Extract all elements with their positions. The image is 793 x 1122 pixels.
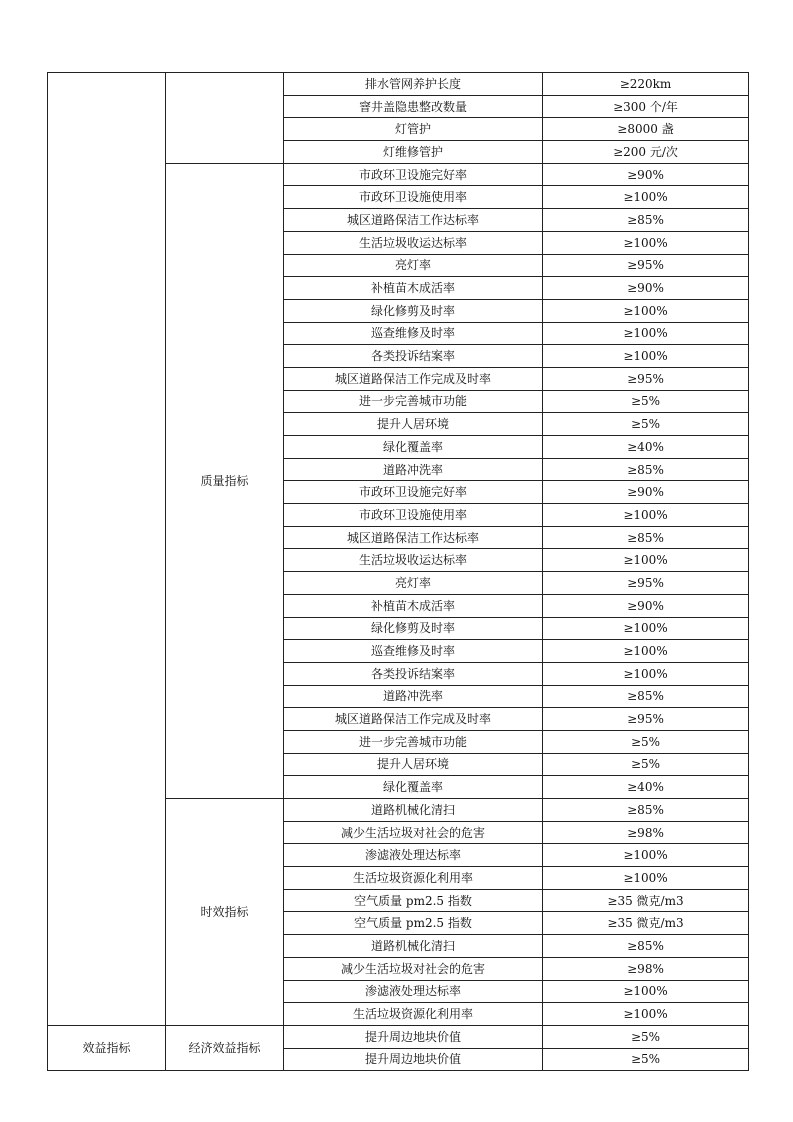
indicator-value-cell: ≥35 微克/m3 bbox=[543, 912, 749, 935]
indicator-name-cell: 道路机械化清扫 bbox=[284, 799, 543, 822]
indicator-name-cell: 城区道路保洁工作达标率 bbox=[284, 209, 543, 232]
indicator-name-cell: 窨井盖隐患整改数量 bbox=[284, 95, 543, 118]
indicator-value-cell: ≥100% bbox=[543, 322, 749, 345]
indicator-name-cell: 道路冲洗率 bbox=[284, 458, 543, 481]
indicator-value-cell: ≥5% bbox=[543, 1048, 749, 1071]
indicator-value-cell: ≥100% bbox=[543, 231, 749, 254]
indicator-name-cell: 补植苗木成活率 bbox=[284, 594, 543, 617]
indicator-value-cell: ≥90% bbox=[543, 163, 749, 186]
indicator-name-cell: 市政环卫设施使用率 bbox=[284, 504, 543, 527]
indicator-value-cell: ≥100% bbox=[543, 345, 749, 368]
level2-indicator-cell: 经济效益指标 bbox=[166, 1025, 284, 1070]
indicator-value-cell: ≥100% bbox=[543, 299, 749, 322]
indicator-value-cell: ≥100% bbox=[543, 844, 749, 867]
indicator-value-cell: ≥90% bbox=[543, 594, 749, 617]
indicator-name-cell: 空气质量 pm2.5 指数 bbox=[284, 912, 543, 935]
indicator-name-cell: 减少生活垃圾对社会的危害 bbox=[284, 957, 543, 980]
level1-indicator-cell: 效益指标 bbox=[48, 1025, 166, 1070]
indicator-value-cell: ≥85% bbox=[543, 458, 749, 481]
indicator-name-cell: 绿化覆盖率 bbox=[284, 776, 543, 799]
indicator-name-cell: 道路冲洗率 bbox=[284, 685, 543, 708]
indicator-name-cell: 巡查维修及时率 bbox=[284, 640, 543, 663]
indicator-value-cell: ≥100% bbox=[543, 867, 749, 890]
indicator-value-cell: ≥100% bbox=[543, 640, 749, 663]
table-row bbox=[48, 73, 749, 96]
indicator-name-cell: 渗滤液处理达标率 bbox=[284, 844, 543, 867]
indicator-value-cell: ≥85% bbox=[543, 526, 749, 549]
indicator-name-cell: 补植苗木成活率 bbox=[284, 277, 543, 300]
indicator-name-cell: 市政环卫设施使用率 bbox=[284, 186, 543, 209]
indicator-name-cell: 绿化修剪及时率 bbox=[284, 617, 543, 640]
level1-indicator-cell bbox=[48, 73, 166, 1026]
indicator-table-body bbox=[48, 73, 749, 1071]
table-row bbox=[48, 1025, 749, 1048]
indicator-value-cell: ≥95% bbox=[543, 254, 749, 277]
indicator-name-cell: 生活垃圾收运达标率 bbox=[284, 549, 543, 572]
indicator-value-cell: ≥85% bbox=[543, 799, 749, 822]
indicator-name-cell: 排水管网养护长度 bbox=[284, 73, 543, 96]
level2-indicator-cell: 时效指标 bbox=[166, 799, 284, 1026]
indicator-value-cell: ≥8000 盏 bbox=[543, 118, 749, 141]
indicator-name-cell: 各类投诉结案率 bbox=[284, 662, 543, 685]
indicator-name-cell: 城区道路保洁工作完成及时率 bbox=[284, 708, 543, 731]
indicator-table bbox=[47, 72, 749, 1071]
indicator-name-cell: 市政环卫设施完好率 bbox=[284, 481, 543, 504]
indicator-value-cell: ≥5% bbox=[543, 730, 749, 753]
indicator-value-cell: ≥5% bbox=[543, 1025, 749, 1048]
indicator-value-cell: ≥90% bbox=[543, 481, 749, 504]
indicator-name-cell: 提升周边地块价值 bbox=[284, 1025, 543, 1048]
indicator-value-cell: ≥98% bbox=[543, 957, 749, 980]
indicator-value-cell: ≥40% bbox=[543, 776, 749, 799]
indicator-name-cell: 各类投诉结案率 bbox=[284, 345, 543, 368]
indicator-value-cell: ≥100% bbox=[543, 186, 749, 209]
indicator-value-cell: ≥100% bbox=[543, 504, 749, 527]
indicator-name-cell: 灯管护 bbox=[284, 118, 543, 141]
indicator-name-cell: 绿化修剪及时率 bbox=[284, 299, 543, 322]
indicator-value-cell: ≥100% bbox=[543, 662, 749, 685]
level2-indicator-cell bbox=[166, 73, 284, 164]
indicator-value-cell: ≥5% bbox=[543, 413, 749, 436]
indicator-value-cell: ≥35 微克/m3 bbox=[543, 889, 749, 912]
indicator-name-cell: 灯维修管护 bbox=[284, 141, 543, 164]
indicator-value-cell: ≥85% bbox=[543, 209, 749, 232]
level2-indicator-cell: 质量指标 bbox=[166, 163, 284, 798]
indicator-value-cell: ≥85% bbox=[543, 685, 749, 708]
indicator-value-cell: ≥200 元/次 bbox=[543, 141, 749, 164]
indicator-name-cell: 城区道路保洁工作完成及时率 bbox=[284, 367, 543, 390]
indicator-name-cell: 道路机械化清扫 bbox=[284, 935, 543, 958]
indicator-value-cell: ≥85% bbox=[543, 935, 749, 958]
indicator-value-cell: ≥95% bbox=[543, 572, 749, 595]
indicator-value-cell: ≥100% bbox=[543, 1003, 749, 1026]
indicator-name-cell: 渗滤液处理达标率 bbox=[284, 980, 543, 1003]
indicator-value-cell: ≥100% bbox=[543, 617, 749, 640]
indicator-name-cell: 绿化覆盖率 bbox=[284, 436, 543, 459]
indicator-value-cell: ≥300 个/年 bbox=[543, 95, 749, 118]
indicator-value-cell: ≥40% bbox=[543, 436, 749, 459]
indicator-value-cell: ≥95% bbox=[543, 367, 749, 390]
indicator-value-cell: ≥100% bbox=[543, 980, 749, 1003]
indicator-value-cell: ≥5% bbox=[543, 753, 749, 776]
indicator-name-cell: 亮灯率 bbox=[284, 254, 543, 277]
indicator-value-cell: ≥5% bbox=[543, 390, 749, 413]
indicator-name-cell: 亮灯率 bbox=[284, 572, 543, 595]
indicator-name-cell: 城区道路保洁工作达标率 bbox=[284, 526, 543, 549]
indicator-name-cell: 进一步完善城市功能 bbox=[284, 390, 543, 413]
indicator-value-cell: ≥95% bbox=[543, 708, 749, 731]
indicator-name-cell: 减少生活垃圾对社会的危害 bbox=[284, 821, 543, 844]
indicator-name-cell: 生活垃圾收运达标率 bbox=[284, 231, 543, 254]
indicator-value-cell: ≥100% bbox=[543, 549, 749, 572]
indicator-name-cell: 进一步完善城市功能 bbox=[284, 730, 543, 753]
indicator-name-cell: 提升人居环境 bbox=[284, 413, 543, 436]
indicator-name-cell: 提升人居环境 bbox=[284, 753, 543, 776]
indicator-name-cell: 生活垃圾资源化利用率 bbox=[284, 1003, 543, 1026]
indicator-value-cell: ≥90% bbox=[543, 277, 749, 300]
indicator-name-cell: 巡查维修及时率 bbox=[284, 322, 543, 345]
indicator-name-cell: 市政环卫设施完好率 bbox=[284, 163, 543, 186]
indicator-name-cell: 提升周边地块价值 bbox=[284, 1048, 543, 1071]
indicator-name-cell: 空气质量 pm2.5 指数 bbox=[284, 889, 543, 912]
indicator-value-cell: ≥220km bbox=[543, 73, 749, 96]
indicator-value-cell: ≥98% bbox=[543, 821, 749, 844]
indicator-name-cell: 生活垃圾资源化利用率 bbox=[284, 867, 543, 890]
